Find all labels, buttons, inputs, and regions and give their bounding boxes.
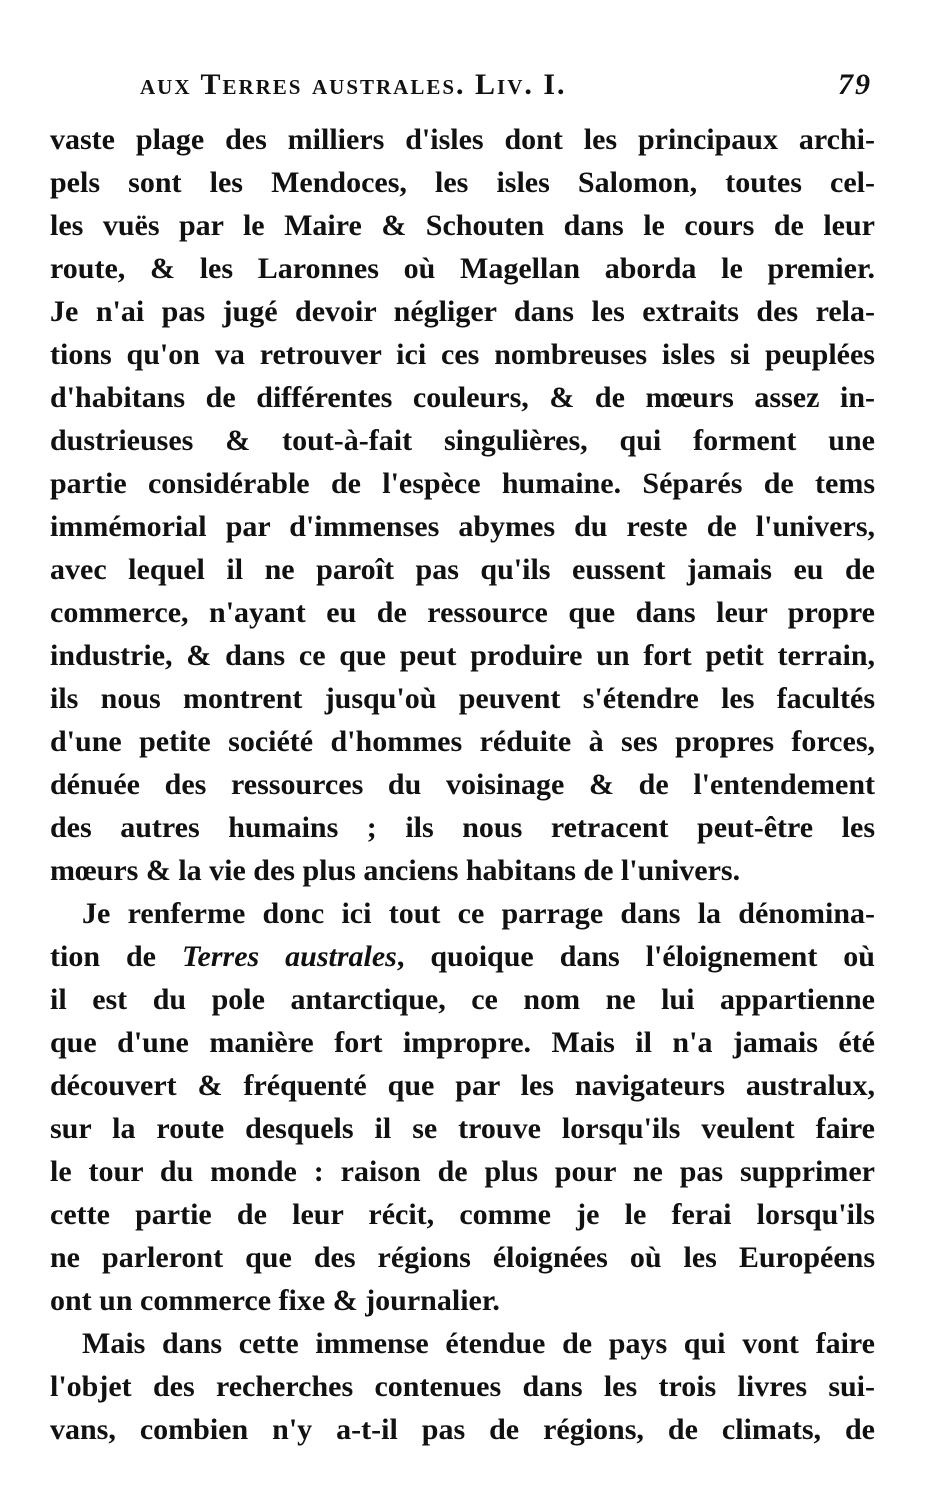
text-line: avec lequel il ne paroît pas qu'ils eussent jamais eu de bbox=[50, 553, 875, 586]
text-line: dénuée des ressources du voisinage & de l'entendement bbox=[50, 768, 875, 801]
text-line: Je renferme donc ici tout ce parrage dans la dénomina- bbox=[82, 897, 875, 930]
text-line: Je n'ai pas jugé devoir négliger dans les extraits des rela- bbox=[50, 295, 875, 328]
text-line: il est du pole antarctique, ce nom ne lui appartienne bbox=[50, 983, 875, 1016]
text-line: dustrieuses & tout-à-fait singulières, qui forment une bbox=[50, 424, 875, 457]
text-line: vaste plage des milliers d'isles dont les principaux archi- bbox=[50, 123, 875, 156]
text-line: mœurs & la vie des plus anciens habitans de l'univers. bbox=[50, 854, 741, 887]
text-line: le tour du monde : raison de plus pour ne pas supprimer bbox=[50, 1155, 875, 1188]
text-line-italic-phrase: tion de Terres australes, quoique dans l'éloignement où bbox=[50, 940, 875, 973]
running-title: aux Terres australes. Liv. I. bbox=[140, 68, 567, 101]
text-line: route, & les Laronnes où Magellan aborda le premier. bbox=[50, 252, 875, 285]
body-text bbox=[50, 118, 875, 1451]
running-head bbox=[140, 68, 880, 108]
text-line: partie considérable de l'espèce humaine. Séparés de tems bbox=[50, 467, 875, 500]
text-line: d'habitans de différentes couleurs, & de mœurs assez in- bbox=[50, 381, 875, 414]
text-line: que d'une manière fort impropre. Mais il n'a jamais été bbox=[50, 1026, 875, 1059]
text-line: sur la route desquels il se trouve lorsqu'ils veulent faire bbox=[50, 1112, 875, 1145]
text-line: cette partie de leur récit, comme je le ferai lorsqu'ils bbox=[50, 1198, 875, 1231]
text-line: des autres humains ; ils nous retracent peut-être les bbox=[50, 811, 875, 844]
text-line: Mais dans cette immense étendue de pays qui vont faire bbox=[82, 1327, 875, 1360]
page-number: 79 bbox=[838, 68, 872, 101]
text-line: industrie, & dans ce que peut produire un fort petit terrain, bbox=[50, 639, 875, 672]
text-line: ne parleront que des régions éloignées où les Européens bbox=[50, 1241, 875, 1274]
text-line: l'objet des recherches contenues dans les trois livres sui- bbox=[50, 1370, 875, 1403]
text-line: découvert & fréquenté que par les navigateurs australux, bbox=[50, 1069, 875, 1102]
text-line: vans, combien n'y a-t-il pas de régions, de climats, de bbox=[50, 1413, 875, 1446]
text-line: immémorial par d'immenses abymes du reste de l'univers, bbox=[50, 510, 875, 543]
text-line: pels sont les Mendoces, les isles Salomon, toutes cel- bbox=[50, 166, 875, 199]
text-line: d'une petite société d'hommes réduite à ses propres forces, bbox=[50, 725, 875, 758]
text-line: les vuës par le Maire & Schouten dans le cours de leur bbox=[50, 209, 875, 242]
text-line: ont un commerce fixe & journalier. bbox=[50, 1284, 500, 1317]
text-line: commerce, n'ayant eu de ressource que dans leur propre bbox=[50, 596, 875, 629]
italic-phrase: Terres australes bbox=[181, 940, 397, 973]
text-line: ils nous montrent jusqu'où peuvent s'étendre les facultés bbox=[50, 682, 875, 715]
text-line: tions qu'on va retrouver ici ces nombreuses isles si peuplées bbox=[50, 338, 875, 371]
